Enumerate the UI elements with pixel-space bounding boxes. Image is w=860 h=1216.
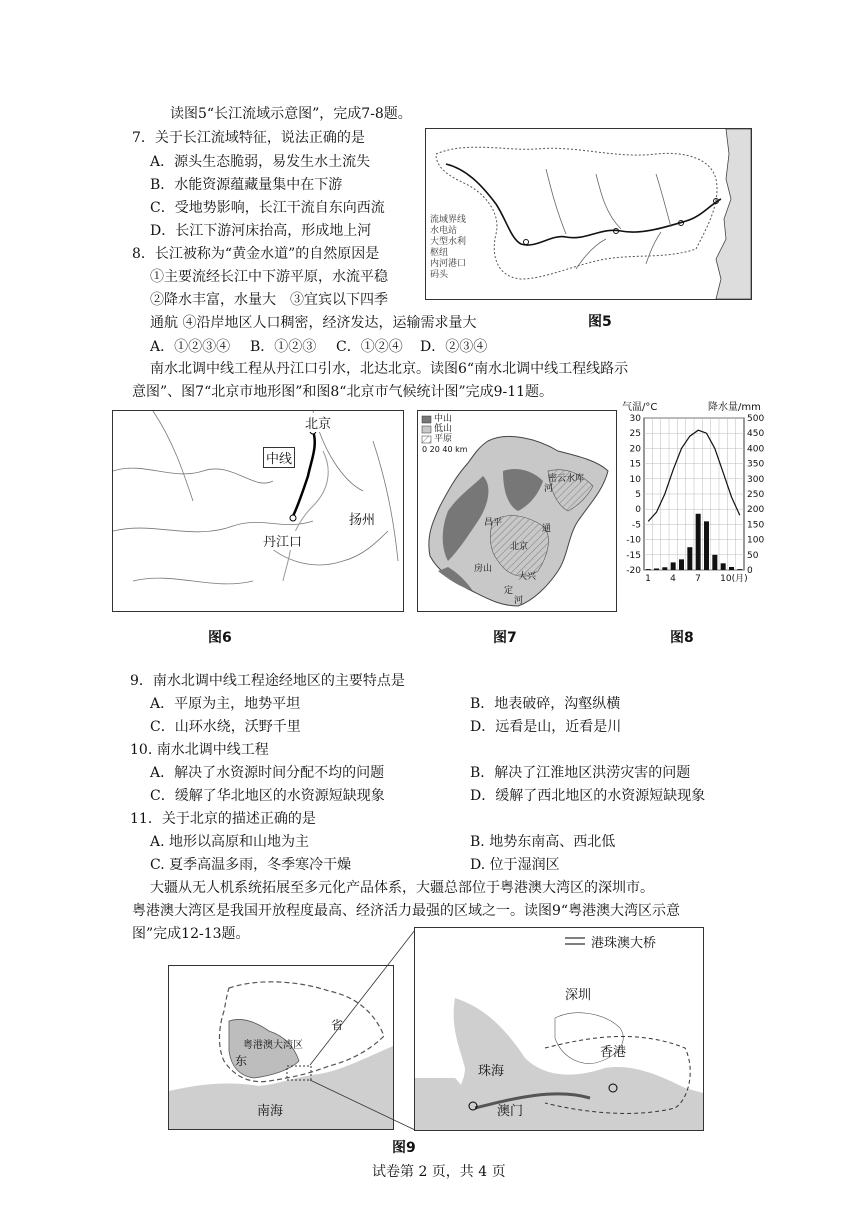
fig8-precip-bar [729, 567, 734, 570]
q9-option-a: A．平原为主，地势平坦 [150, 696, 301, 712]
fig8-precip-bar [721, 563, 726, 570]
q10-stem: 10. 南水北调中线工程 [130, 742, 269, 758]
fig8-precip-tick: 500 [747, 414, 765, 424]
fig9-label-hong-kong: 香港 [600, 1045, 627, 1060]
figure-7-caption: 图7 [493, 630, 517, 646]
fig8-precip-axis-label: 降水量/mm [708, 402, 761, 413]
fig5-legend-water-project-2: 枢纽 [430, 248, 449, 258]
fig7-scale-bar: 0 20 40 km [422, 445, 468, 454]
fig7-label-changping: 昌平 [484, 518, 503, 528]
q9-option-c: C．山环水绕，沃野千里 [150, 719, 301, 735]
fig8-precip-bar [646, 569, 651, 570]
intro-fig9-line-3: 图”完成12-13题。 [132, 926, 250, 942]
fig6-label-danjiangkou: 丹江口 [263, 531, 302, 550]
fig7-legend-low-mountain: 低山 [434, 424, 453, 434]
figure-9-zoom-lines [300, 925, 420, 1135]
intro-fig9-line-1: 大疆从无人机系统拓展至多元化产品体系，大疆总部位于粤港澳大湾区的深圳市。 [150, 880, 654, 896]
fig8-temp-tick: 15 [629, 459, 641, 470]
q11-option-d: D. 位于湿润区 [470, 857, 560, 873]
fig8-precip-bar [696, 514, 701, 570]
fig8-precip-bar [687, 547, 692, 570]
page-footer: 试卷第 2 页，共 4 页 [372, 1164, 506, 1180]
intro-fig678-line-2: 意图”、图7“北京市地形图”和图8“北京市气候统计图”完成9-11题。 [132, 384, 554, 400]
fig8-month-tick: 1 [645, 574, 651, 584]
fig8-precip-bar [704, 521, 709, 570]
fig8-precip-tick: 50 [747, 550, 759, 561]
fig8-precip-bar [679, 559, 684, 570]
q7-option-c: C．受地势影响，长江干流自东向西流 [150, 200, 385, 216]
fig8-temp-tick: 0 [635, 505, 641, 516]
q9-option-d: D．远看是山，近看是川 [470, 719, 622, 735]
fig5-legend-basin-boundary: 流域界线 [430, 215, 467, 225]
q11-option-c: C. 夏季高温多雨，冬季寒冷干燥 [150, 857, 352, 873]
intro-fig678-line-1: 南水北调中线工程从丹江口引水，北达北京。读图6“南水北调中线工程线路示 [150, 361, 629, 377]
fig7-label-tongzhou: 通 [542, 524, 552, 534]
fig9-label-zhuhai: 珠海 [478, 1064, 505, 1079]
fig7-legend-middle-mountain: 中山 [434, 414, 453, 424]
q8-option-c: C．①②④ [336, 339, 403, 355]
q7-option-d: D．长江下游河床抬高，形成地上河 [150, 223, 372, 239]
figure-7-beijing-terrain [417, 410, 617, 612]
fig7-label-river-3: 河 [514, 596, 524, 606]
fig8-precip-tick: 200 [747, 505, 765, 516]
figure-8-climate-chart [622, 398, 772, 594]
q10-option-b: B．解决了江淮地区洪涝灾害的问题 [470, 765, 691, 781]
fig8-precip-tick: 400 [747, 444, 765, 455]
fig9-label-shenzhen: 深圳 [565, 988, 592, 1003]
fig9-label-bay-area: 粤港澳大湾区 [243, 1040, 303, 1051]
q9-option-b: B．地表破碎，沟壑纵横 [470, 696, 621, 712]
q11-option-a: A. 地形以高原和山地为主 [150, 834, 310, 850]
fig6-label-beijing: 北京 [305, 413, 331, 432]
fig9-legend-bridge: 港珠澳大桥 [591, 936, 657, 951]
fig8-temp-tick: 25 [629, 429, 641, 440]
fig8-temp-tick: -10 [626, 535, 641, 546]
fig8-temp-tick: -5 [632, 520, 641, 531]
fig8-precip-bar [737, 569, 742, 570]
q10-option-c: C．缓解了华北地区的水资源短缺现象 [150, 788, 385, 804]
fig8-temp-tick: -15 [626, 550, 641, 561]
fig5-legend-river-port-2: 码头 [430, 270, 449, 280]
fig8-precip-bar [662, 567, 667, 570]
figure-9-bay-detail-map [414, 927, 704, 1131]
fig8-precip-tick: 0 [747, 566, 753, 576]
figure-5-caption: 图5 [588, 314, 612, 330]
fig9-label-dong: 东 [235, 1054, 248, 1068]
q8-option-b: B．①②③ [250, 339, 317, 355]
q8-option-d: D．②③④ [420, 339, 488, 355]
q7-stem: 7．关于长江流域特征，说法正确的是 [132, 130, 365, 146]
fig7-label-river-1: 河 [544, 484, 554, 494]
figure-6-caption: 图6 [208, 630, 232, 646]
fig8-month-tick: 7 [695, 574, 701, 584]
q8-line-1: ①主要流经长江中下游平原，水流平稳 [150, 269, 388, 285]
fig8-temp-tick: -20 [626, 566, 641, 576]
fig8-precip-tick: 350 [747, 459, 765, 470]
fig8-temp-tick: 5 [635, 490, 641, 500]
fig8-month-tick: 4 [670, 574, 676, 584]
q10-option-a: A．解决了水资源时间分配不均的问题 [150, 765, 385, 781]
fig6-label-route: 中线 [263, 447, 295, 468]
fig8-temp-tick: 30 [629, 414, 641, 424]
intro-fig9-line-2: 粤港澳大湾区是我国开放程度最高、经济活力最强的区域之一。读图9“粤港澳大湾区示意 [132, 903, 681, 919]
fig7-legend-plain: 平原 [434, 434, 453, 444]
q7-option-a: A．源头生态脆弱，易发生水土流失 [150, 154, 371, 170]
fig8-precip-tick: 100 [747, 535, 765, 546]
q8-stem: 8．长江被称为“黄金水道”的自然原因是 [132, 246, 380, 262]
figure-6-route-map [112, 410, 404, 612]
fig7-label-miyun: 密云水库 [548, 474, 585, 484]
fig8-temp-tick: 20 [629, 444, 641, 455]
fig8-precip-bar [712, 555, 717, 570]
fig8-precip-tick: 450 [747, 429, 765, 440]
q7-option-b: B．水能资源蕴藏量集中在下游 [150, 177, 343, 193]
fig8-precip-bar [671, 562, 676, 570]
fig5-legend-hydropower: 水电站 [430, 226, 458, 236]
fig7-label-beijing: 北京 [510, 542, 529, 552]
figure-8-caption: 图8 [670, 630, 694, 646]
fig9-label-sheng: 省 [331, 1018, 344, 1032]
fig8-precip-tick: 250 [747, 490, 765, 500]
fig8-precip-bar [654, 568, 659, 570]
fig8-temp-axis-label: 气温/°C [622, 402, 658, 413]
fig8-temp-tick: 10 [629, 474, 641, 485]
q8-line-2: ②降水丰富，水量大 ③宜宾以下四季 [150, 292, 388, 308]
fig8-precip-tick: 300 [747, 474, 765, 485]
q8-option-a: A．①②③④ [150, 339, 231, 355]
fig8-month-tick: 10(月) [720, 574, 748, 584]
fig6-label-yangzhou: 扬州 [349, 509, 375, 528]
q11-stem: 11．关于北京的描述正确的是 [130, 811, 316, 827]
fig9-label-macau: 澳门 [497, 1104, 524, 1119]
fig5-legend-water-project: 大型水利 [430, 237, 467, 247]
fig8-precip-tick: 150 [747, 520, 765, 531]
fig5-legend-river-port: 内河港口 [430, 259, 467, 269]
q8-line-3: 通航 ④沿岸地区人口稠密，经济发达，运输需求量大 [150, 315, 477, 331]
q10-option-d: D．缓解了西北地区的水资源短缺现象 [470, 788, 706, 804]
figure-5-yangtze-map [425, 128, 752, 300]
q11-option-b: B. 地势东南高、西北低 [470, 834, 616, 850]
intro-fig5: 读图5“长江流域示意图”，完成7-8题。 [170, 106, 412, 122]
fig7-label-river-2: 定 [504, 586, 514, 596]
figure-9-caption: 图9 [392, 1140, 416, 1156]
fig7-label-fangshan: 房山 [474, 564, 493, 574]
fig9-label-south-china-sea: 南海 [257, 1104, 284, 1119]
fig7-label-daxing: 大兴 [518, 572, 537, 582]
q9-stem: 9．南水北调中线工程途经地区的主要特点是 [130, 673, 405, 689]
